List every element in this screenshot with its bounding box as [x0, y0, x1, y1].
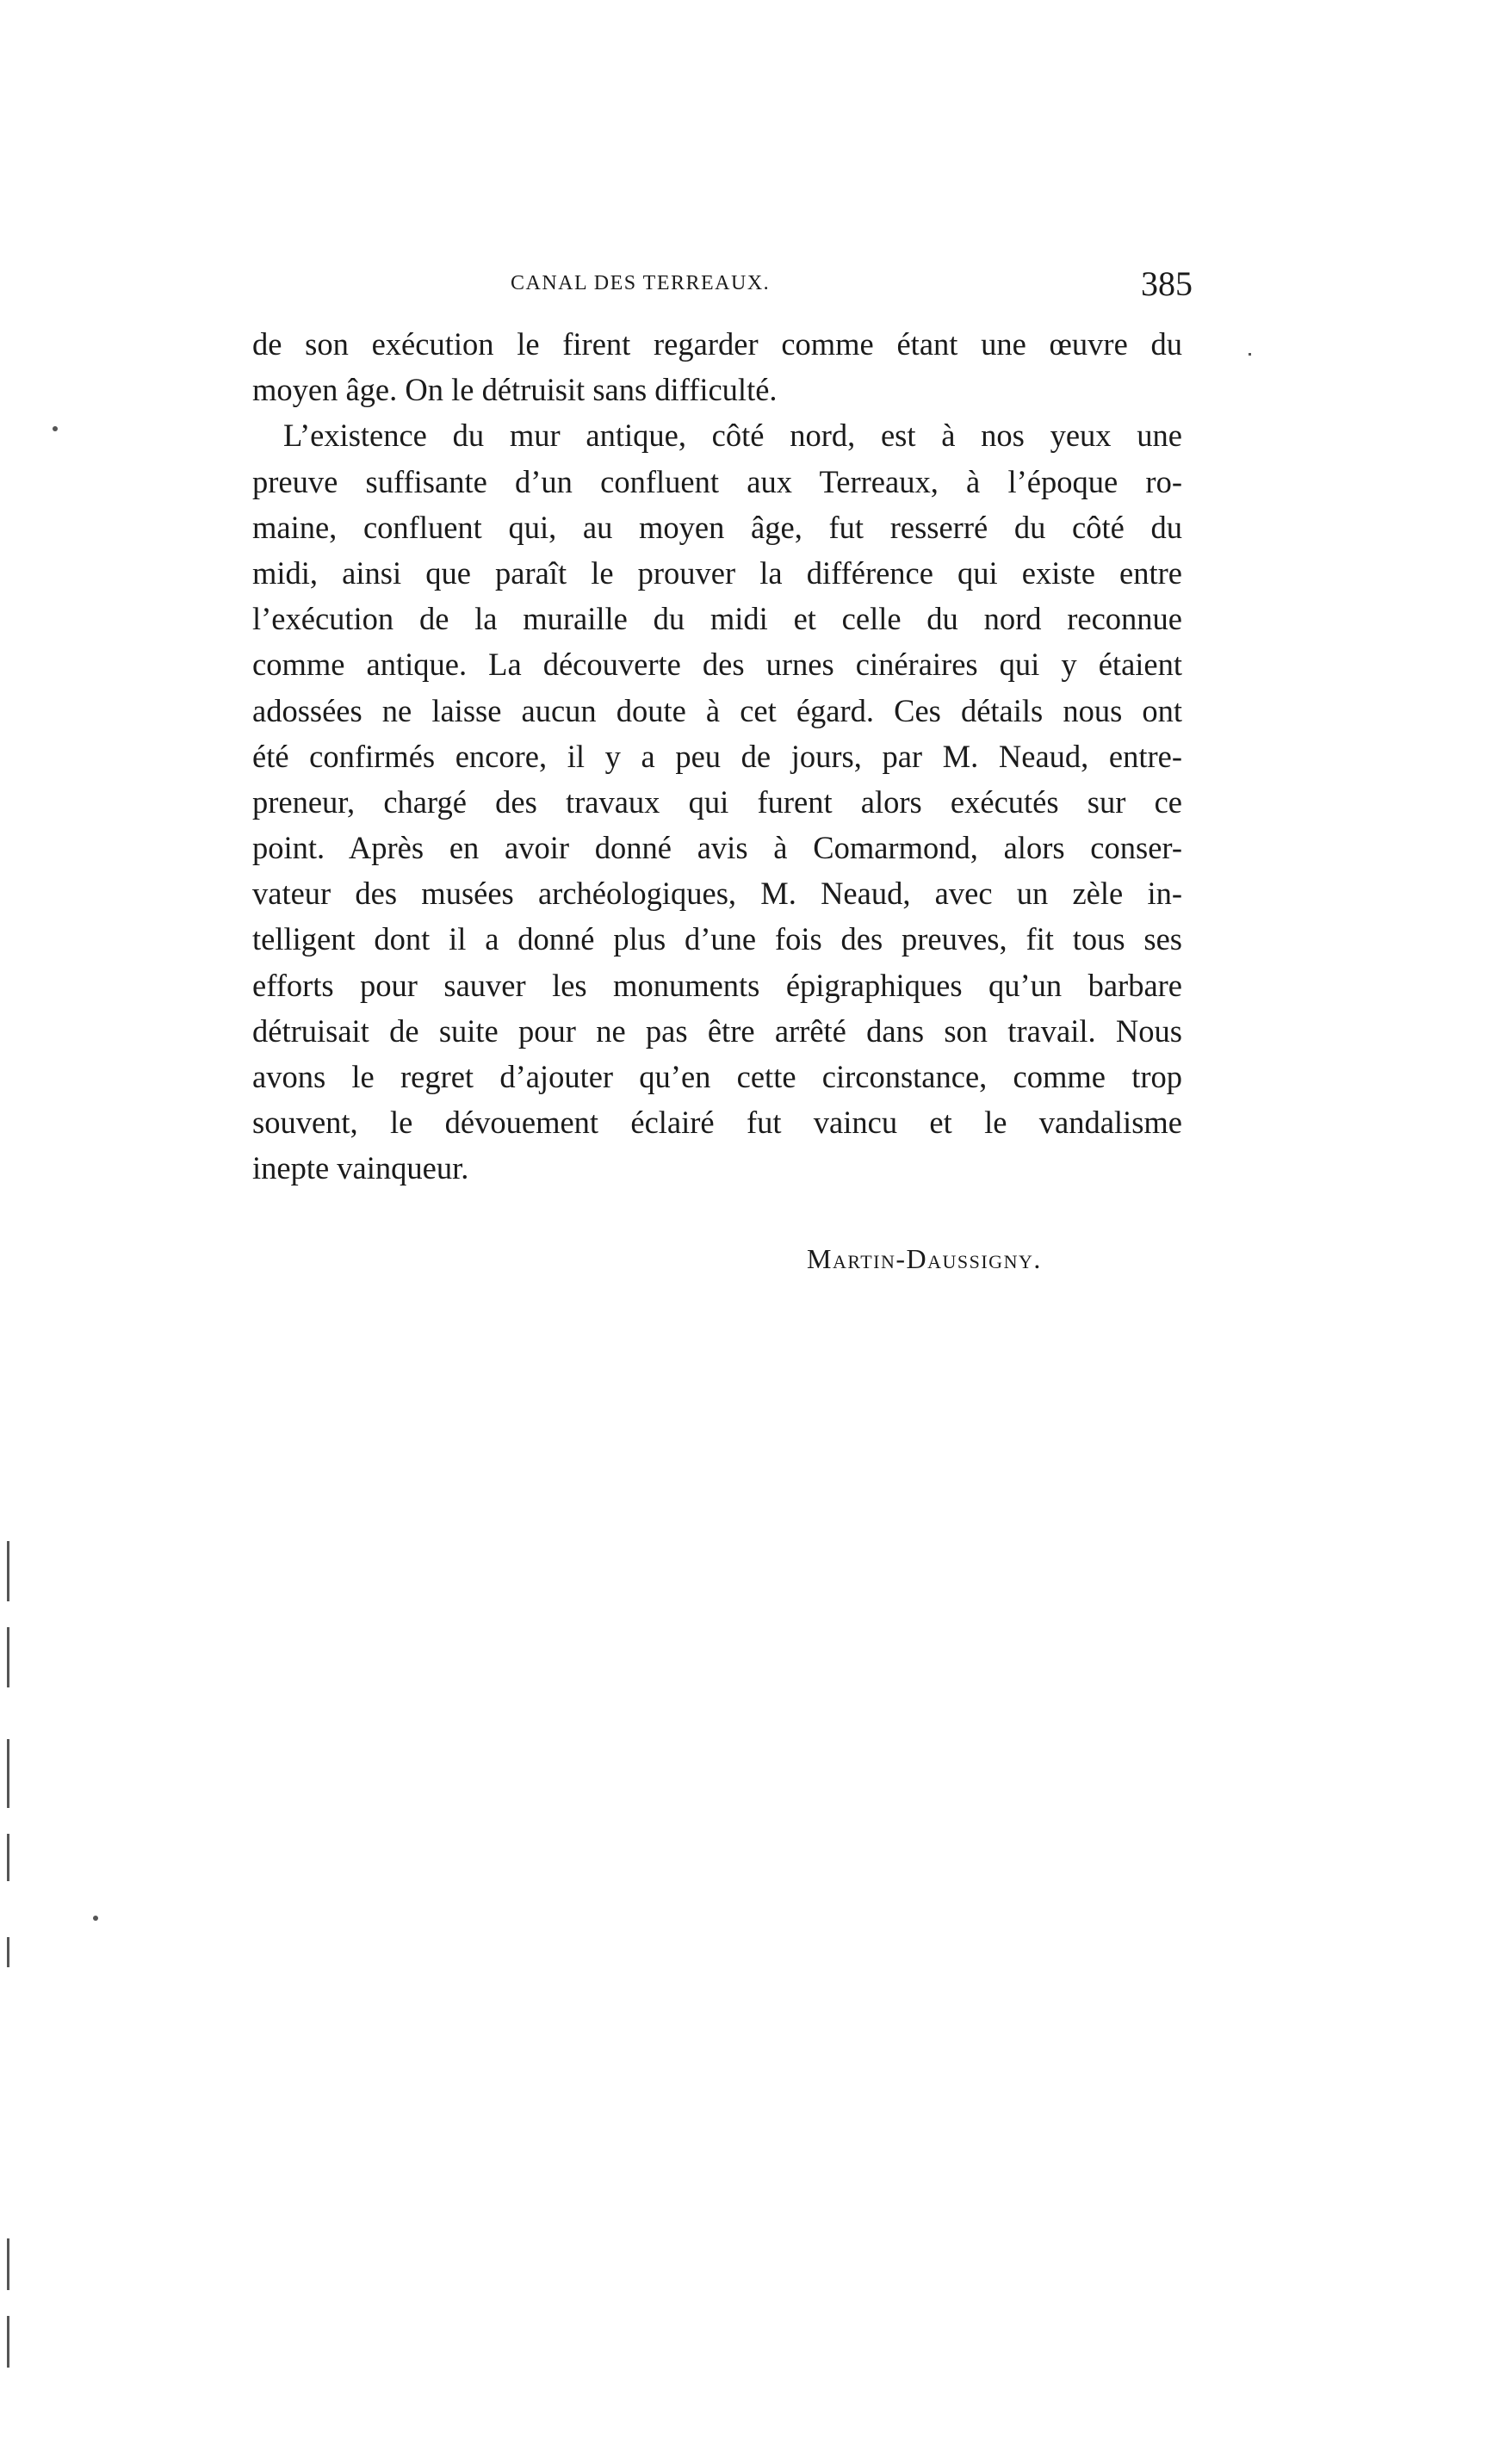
scan-artifact-line [7, 2238, 9, 2290]
text-line: souvent, le dévouement éclairé fut vaincu et le vandalisme [252, 1105, 1182, 1141]
signature: Martin-Daussigny. [807, 1243, 1042, 1274]
text-line: comme antique. La découverte des urnes cinéraires qui y étaient [252, 647, 1182, 683]
scan-artifact-line [7, 1541, 9, 1601]
text-line: inepte vainqueur. [252, 1150, 469, 1186]
running-head: CANAL DES TERREAUX. [511, 272, 771, 294]
text-line: vateur des musées archéologiques, M. Neaud, avec un zèle in- [252, 876, 1182, 912]
text-line: preneur, chargé des travaux qui furent alors exécutés sur ce [252, 783, 1182, 820]
text-line: de son exécution le firent regarder comme étant une œuvre du [252, 326, 1182, 362]
scan-artifact-dot [1249, 353, 1251, 356]
text-line: moyen âge. On le détruisit sans difficulté. [252, 372, 778, 408]
text-line: détruisait de suite pour ne pas être arrêté dans son travail. Nous [252, 1012, 1182, 1049]
text-line: maine, confluent qui, au moyen âge, fut resserré du côté du [252, 509, 1182, 545]
scan-artifact-line [7, 1937, 9, 1967]
text-line: l’exécution de la muraille du midi et celle du nord reconnue [252, 601, 1182, 637]
scan-artifact-dot [53, 426, 58, 431]
text-line: été confirmés encore, il y a peu de jours, par M. Neaud, entre- [252, 738, 1182, 774]
scan-artifact-line [7, 1834, 9, 1881]
text-line: avons le regret d’ajouter qu’en cette circonstance, comme trop [252, 1059, 1182, 1094]
scan-artifact-line [7, 1627, 9, 1687]
text-line: telligent dont il a donné plus d’une fois des preuves, fit tous ses [252, 921, 1182, 957]
text-line: point. Après en avoir donné avis à Comarmond, alors conser- [252, 830, 1182, 866]
text-line: preuve suffisante d’un confluent aux Terreaux, à l’époque ro- [252, 463, 1182, 499]
text-line: L’existence du mur antique, côté nord, est à nos yeux une [283, 418, 1182, 454]
scan-artifact-dot [93, 1916, 98, 1921]
text-line: efforts pour sauver les monuments épigraphiques qu’un barbare [252, 967, 1182, 1003]
scan-artifact-line [7, 1739, 9, 1808]
text-line: midi, ainsi que paraît le prouver la différence qui existe entre [252, 554, 1182, 591]
scan-artifact-line [7, 2316, 9, 2368]
body-text [252, 321, 1182, 1192]
page-number: 385 [1141, 264, 1193, 303]
text-line: adossées ne laisse aucun doute à cet égard. Ces détails nous ont [252, 692, 1182, 728]
